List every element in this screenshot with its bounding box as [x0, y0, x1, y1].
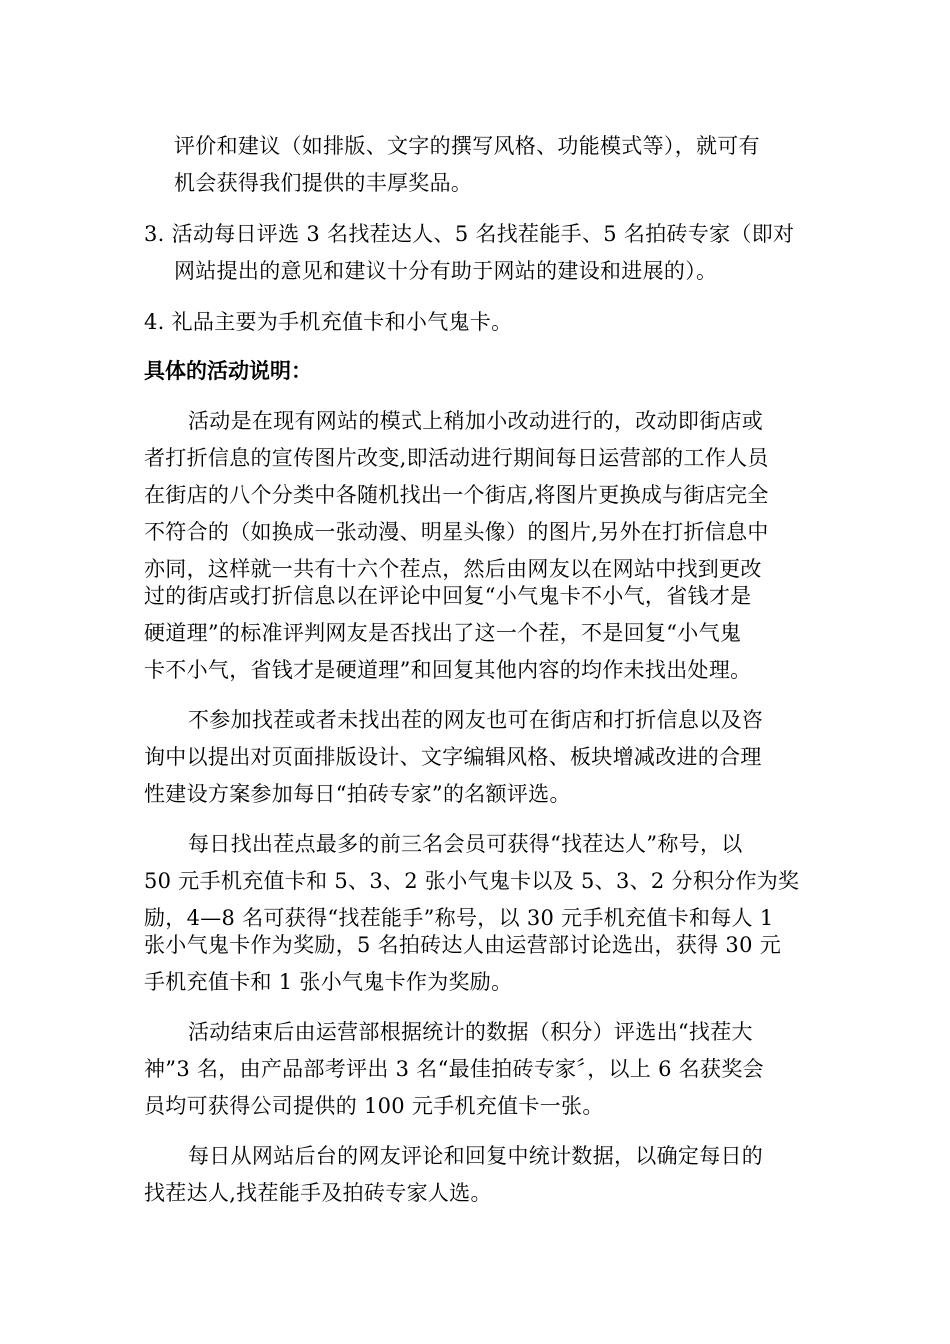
paragraph-line: 张小气鬼卡作为奖励，5 名拍砖达人由运营部讨论选出，获得 30 元	[144, 933, 782, 957]
paragraph-line: 在街店的八个分类中各随机找出一个街店,将图片更换成与街店完全	[144, 483, 769, 507]
paragraph-line: 亦同，这样就一共有十六个茬点，然后由网友以在网站中找到更改	[144, 557, 762, 581]
paragraph-line: 性建设方案参加每日“拍砖专家”的名额评选。	[144, 782, 571, 806]
list-item-3: 3. 活动每日评选 3 名找茬达人、5 名找茬能手、5 名拍砖专家（即对	[144, 222, 795, 246]
paragraph-line: 不符合的（如换成一张动漫、明星头像）的图片,另外在打折信息中	[144, 520, 769, 544]
paragraph-line: 活动结束后由运营部根据统计的数据（积分）评选出“找茬大	[188, 1020, 753, 1044]
list-item-continuation-line: 机会获得我们提供的丰厚奖品。	[174, 171, 473, 195]
paragraph-line: 者打折信息的宣传图片改变,即活动进行期间每日运营部的工作人员	[144, 446, 769, 470]
paragraph-line: 每日从网站后台的网友评论和回复中统计数据，以确定每日的	[188, 1144, 764, 1168]
section-heading: 具体的活动说明：	[144, 359, 312, 383]
paragraph-line: 神”3 名，由产品部考评出 3 名“最佳拍砖专家〞，以上 6 名获奖会	[144, 1057, 764, 1081]
paragraph-line: 每日找出茬点最多的前三名会员可获得“找茬达人”称号，以	[188, 832, 743, 856]
paragraph-line: 50 元手机充值卡和 5、3、2 张小气鬼卡以及 5、3、2 分积分作为奖	[144, 869, 800, 893]
paragraph-line: 不参加找茬或者未找出茬的网友也可在街店和打折信息以及咨	[188, 708, 764, 732]
list-item-continuation-line: 评价和建议（如排版、文字的撰写风格、功能模式等），就可有	[174, 134, 760, 158]
paragraph-line: 询中以提出对页面排版设计、文字编辑风格、板块增减改进的合理	[144, 745, 762, 769]
list-item-4: 4. 礼品主要为手机充值卡和小气鬼卡。	[144, 310, 513, 334]
paragraph-line: 手机充值卡和 1 张小气鬼卡作为奖励。	[144, 970, 513, 994]
paragraph-line: 员均可获得公司提供的 100 元手机充值卡一张。	[144, 1094, 604, 1118]
paragraph-line: 励，4—8 名可获得“找茬能手”称号，以 30 元手机充值卡和每人 1	[144, 906, 774, 930]
paragraph-line: 卡不小气，省钱才是硬道理”和回复其他内容的均作未找出处理。	[144, 658, 752, 682]
paragraph-line: 硬道理”的标准评判网友是否找出了这一个茬，不是回复“小气鬼	[144, 621, 742, 645]
paragraph-line: 过的街店或打折信息以在评论中回复“小气鬼卡不小气，省钱才是	[144, 584, 752, 608]
paragraph-line: 活动是在现有网站的模式上稍加小改动进行的，改动即街店或	[188, 409, 764, 433]
list-item-3-line: 网站提出的意见和建议十分有助于网站的建设和进展的）。	[174, 259, 718, 283]
paragraph-line: 找茬达人,找茬能手及拍砖专家人选。	[144, 1181, 492, 1205]
